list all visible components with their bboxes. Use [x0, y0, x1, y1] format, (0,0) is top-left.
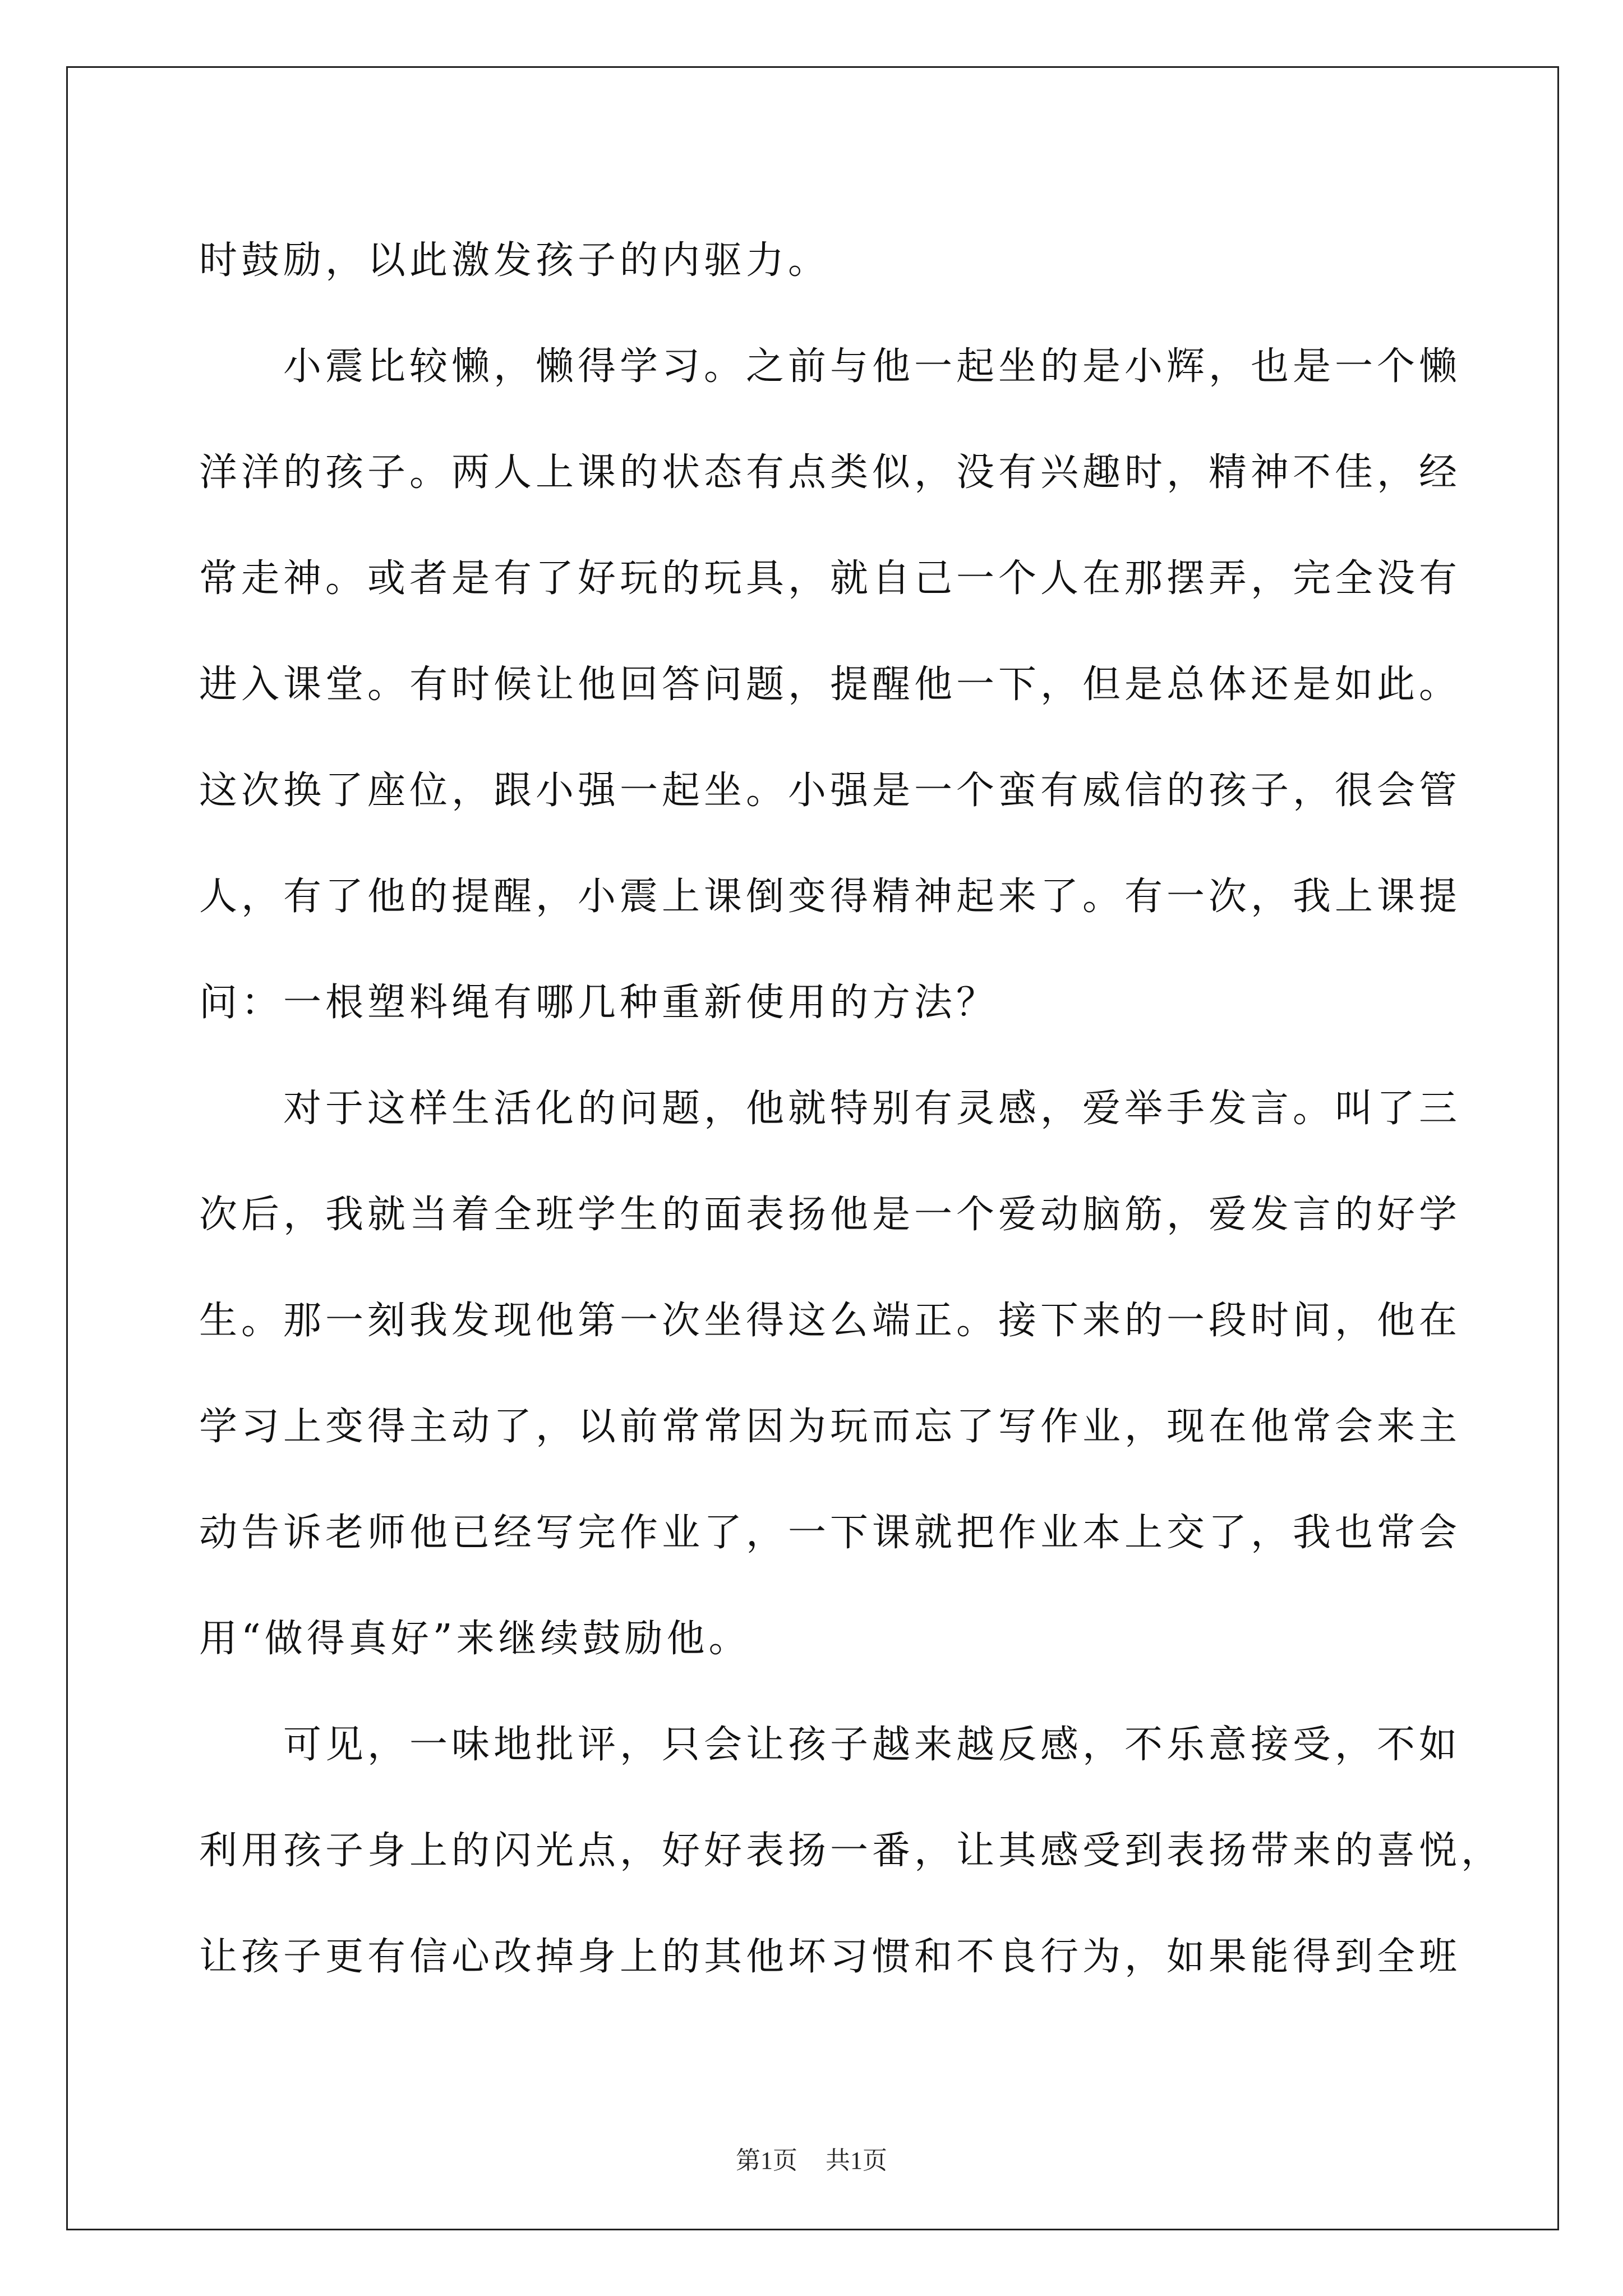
text-line-16: 利用孩子身上的闪光点，好好表扬一番，让其感受到表扬带来的喜悦，: [199, 1829, 1504, 1873]
page-total: 共1页: [826, 2147, 887, 2174]
text-line-1: 时鼓励，以此激发孩子的内驱力。: [199, 238, 831, 283]
document-body: [199, 208, 1504, 2010]
text-line-11: 生。那一刻我发现他第一次坐得这么端正。接下来的一段时间，他在: [199, 1299, 1461, 1343]
text-line-6: 这次换了座位，跟小强一起坐。小强是一个蛮有威信的孩子，很会管: [199, 769, 1461, 813]
text-line-2: 小震比较懒，懒得学习。之前与他一起坐的是小辉，也是一个懒: [283, 344, 1461, 389]
text-line-3: 洋洋的孩子。两人上课的状态有点类似，没有兴趣时，精神不佳，经: [199, 450, 1461, 495]
text-line-4: 常走神。或者是有了好玩的玩具，就自己一个人在那摆弄，完全没有: [199, 556, 1461, 601]
page-number: 第1页: [736, 2147, 797, 2174]
text-line-8: 问：一根塑料绳有哪几种重新使用的方法？: [199, 981, 999, 1025]
text-line-13: 动告诉老师他已经写完作业了，一下课就把作业本上交了，我也常会: [199, 1511, 1461, 1555]
text-line-5: 进入课堂。有时候让他回答问题，提醒他一下，但是总体还是如此。: [199, 662, 1461, 707]
text-line-9: 对于这样生活化的问题，他就特别有灵感，爱举手发言。叫了三: [283, 1087, 1461, 1131]
text-line-7: 人，有了他的提醒，小震上课倒变得精神起来了。有一次，我上课提: [199, 875, 1461, 919]
text-line-15: 可见，一味地批评，只会让孩子越来越反感，不乐意接受，不如: [283, 1723, 1461, 1767]
text-line-14: 用“做得真好”来继续鼓励他。: [199, 1617, 751, 1661]
text-line-10: 次后，我就当着全班学生的面表扬他是一个爱动脑筋，爱发言的好学: [199, 1193, 1461, 1237]
page-footer: [0, 2140, 1623, 2176]
text-line-17: 让孩子更有信心改掉身上的其他坏习惯和不良行为，如果能得到全班: [199, 1935, 1461, 1979]
text-line-12: 学习上变得主动了，以前常常因为玩而忘了写作业，现在他常会来主: [199, 1405, 1461, 1449]
